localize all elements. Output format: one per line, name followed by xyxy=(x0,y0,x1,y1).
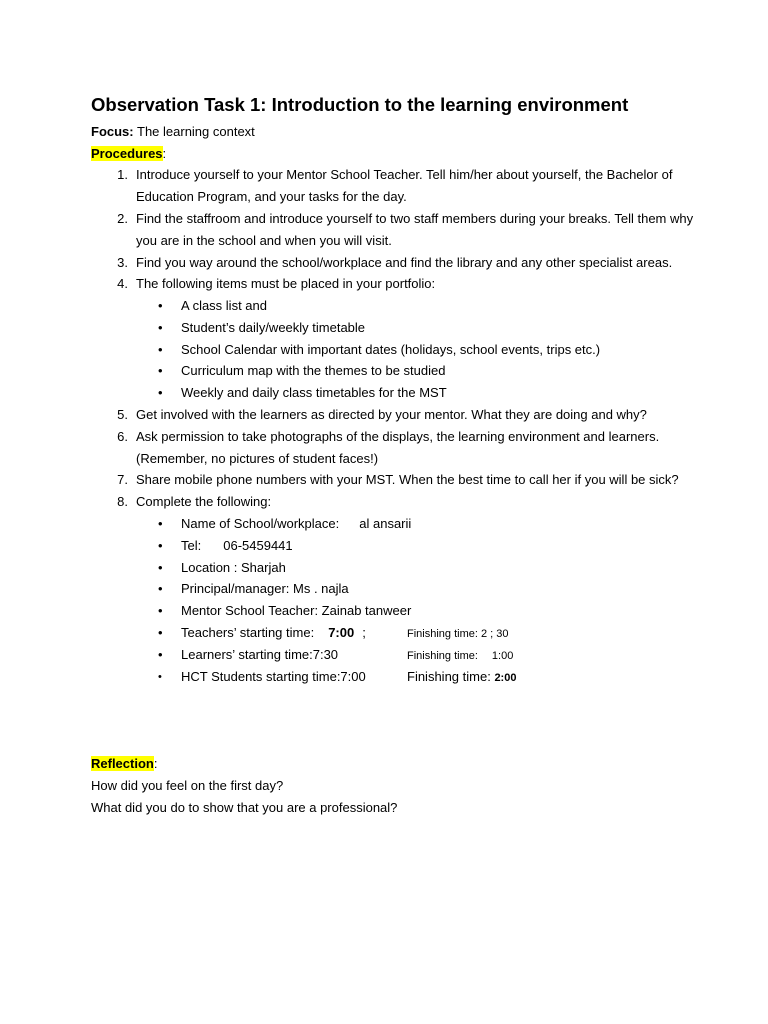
portfolio-item: A class list and xyxy=(181,298,267,313)
portfolio-item: Weekly and daily class timetables for the MST xyxy=(181,385,447,400)
step-text: (Remember, no pictures of student faces!) xyxy=(136,451,379,466)
bullet-icon: • xyxy=(158,538,163,553)
teachers-start-label: Teachers’ starting time: xyxy=(181,625,315,640)
page-title: Observation Task 1: Introduction to the learning environment xyxy=(91,94,629,115)
teachers-finish-label: Finishing time: xyxy=(407,628,478,640)
reflection-colon: : xyxy=(153,756,158,771)
hct-finish xyxy=(407,669,516,686)
teachers-sep: ; xyxy=(362,625,366,640)
teachers-finish-value: 2 ; 30 xyxy=(480,628,509,640)
hct-finish-value: 2:00 xyxy=(494,672,517,684)
step-text: Complete the following: xyxy=(136,494,272,509)
tel-label: Tel: xyxy=(181,538,202,553)
bullet-icon: • xyxy=(158,342,163,357)
focus-line xyxy=(91,124,255,140)
portfolio-item: Student’s daily/weekly timetable xyxy=(181,320,366,335)
bullet-icon: • xyxy=(158,625,163,640)
bullet-icon: • xyxy=(158,516,163,531)
tel-value: 06-5459441 xyxy=(223,538,293,553)
teachers-finish xyxy=(407,626,509,642)
step-number: 3. xyxy=(117,255,128,270)
principal-row: Principal/manager: Ms . najla xyxy=(181,581,349,596)
step-text: Introduce yourself to your Mentor School Teacher. Tell him/her about yourself, the Bachelor of xyxy=(136,167,673,182)
step-text: Find you way around the school/workplace and find the library and any other specialist areas. xyxy=(136,255,673,270)
learners-finish xyxy=(407,648,513,664)
bullet-icon: • xyxy=(158,647,163,662)
step-text: Ask permission to take photographs of the displays, the learning environment and learners. xyxy=(136,429,660,444)
focus-label: Focus: xyxy=(91,124,134,139)
learners-finish-label: Finishing time: xyxy=(407,650,478,662)
bullet-icon: • xyxy=(158,671,162,683)
step-text: Find the staffroom and introduce yourself to two staff members during your breaks. Tell them why xyxy=(136,211,694,226)
step-number: 2. xyxy=(117,211,128,226)
learners-finish-value: 1:00 xyxy=(491,650,514,662)
school-value: al ansarii xyxy=(359,516,412,531)
step-number: 1. xyxy=(117,167,128,182)
focus-text: The learning context xyxy=(133,124,255,139)
step-text: Get involved with the learners as directed by your mentor. What they are doing and why? xyxy=(136,407,647,422)
step-text: Share mobile phone numbers with your MST. When the best time to call her if you will be sick? xyxy=(136,472,679,487)
step-text: you are in the school and when you will visit. xyxy=(136,233,392,248)
school-name-row xyxy=(181,516,411,532)
bullet-icon: • xyxy=(158,581,163,596)
reflection-label: Reflection xyxy=(91,756,154,771)
step-number: 7. xyxy=(117,472,128,487)
procedures-colon: : xyxy=(162,146,167,161)
tel-row xyxy=(181,538,293,554)
reflection-heading xyxy=(91,756,157,772)
bullet-icon: • xyxy=(158,603,163,618)
step-text: The following items must be placed in your portfolio: xyxy=(136,276,436,291)
step-number: 8. xyxy=(117,494,128,509)
bullet-icon: • xyxy=(158,385,163,400)
step-number: 4. xyxy=(117,276,128,291)
teachers-start-value: 7:00 xyxy=(328,625,355,640)
portfolio-item: Curriculum map with the themes to be studied xyxy=(181,363,446,378)
step-number: 5. xyxy=(117,407,128,422)
step-text: Education Program, and your tasks for the day. xyxy=(136,189,407,204)
hct-finish-label: Finishing time: xyxy=(407,669,491,684)
hct-start: HCT Students starting time:7:00 xyxy=(181,669,366,684)
step-number: 6. xyxy=(117,429,128,444)
bullet-icon: • xyxy=(158,298,163,313)
school-label: Name of School/workplace: xyxy=(181,516,340,531)
bullet-icon: • xyxy=(158,560,163,575)
procedures-heading xyxy=(91,146,166,162)
reflection-question: What did you do to show that you are a professional? xyxy=(91,800,398,815)
bullet-icon: • xyxy=(158,320,163,335)
reflection-question: How did you feel on the first day? xyxy=(91,778,284,793)
procedures-label: Procedures xyxy=(91,146,163,161)
teachers-time-row xyxy=(181,625,366,641)
learners-start: Learners’ starting time:7:30 xyxy=(181,647,339,662)
bullet-icon: • xyxy=(158,363,163,378)
mentor-row: Mentor School Teacher: Zainab tanweer xyxy=(181,603,412,618)
portfolio-item: School Calendar with important dates (holidays, school events, trips etc.) xyxy=(181,342,601,357)
location-row: Location : Sharjah xyxy=(181,560,286,575)
